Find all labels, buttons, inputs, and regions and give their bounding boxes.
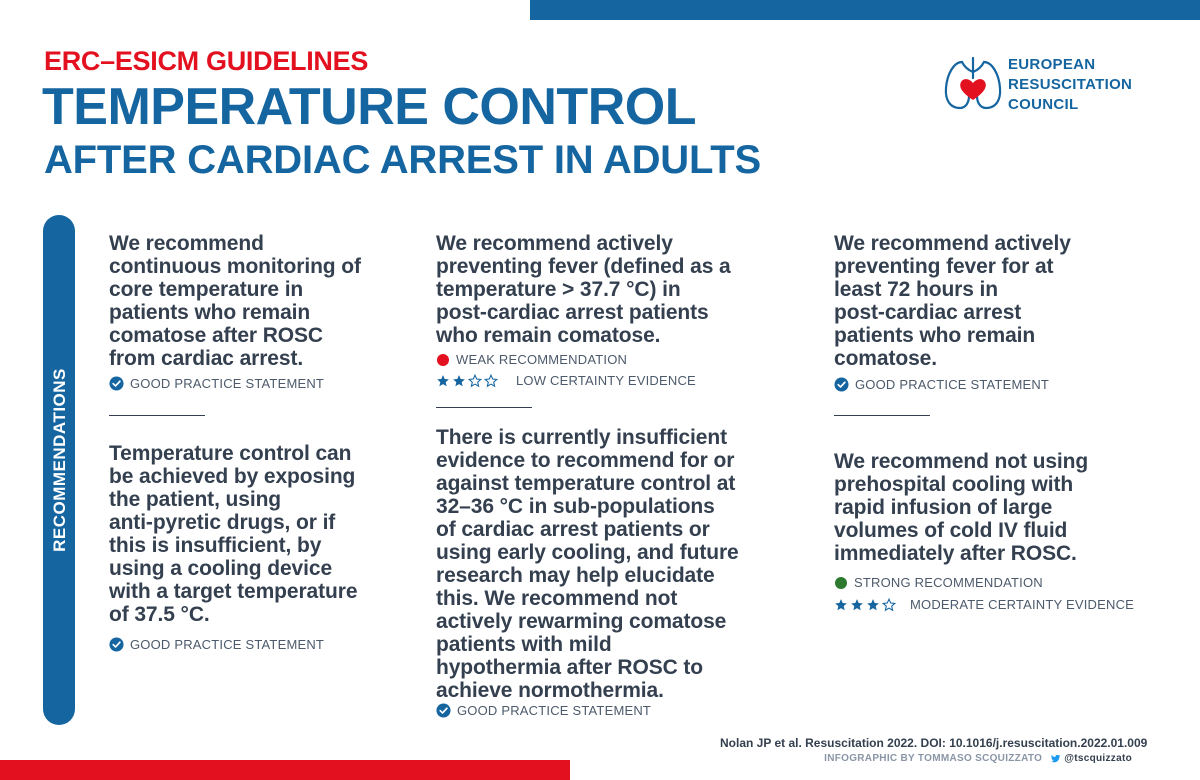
recommendation-text: We recommend continuous monitoring of core temperature in patients who remain comatose after ROSC from cardiac arrest.: [109, 232, 361, 370]
star-filled-icon: [866, 598, 880, 612]
star-filled-icon: [436, 374, 450, 388]
star-outline-icon: [468, 374, 482, 388]
good-practice-tag: GOOD PRACTICE STATEMENT: [436, 703, 651, 718]
star-filled-icon: [834, 598, 848, 612]
logo-line-3: COUNCIL: [1008, 96, 1079, 113]
logo-line-1: EUROPEAN: [1008, 56, 1096, 73]
star-filled-icon: [452, 374, 466, 388]
star-filled-icon: [850, 598, 864, 612]
good-practice-tag: GOOD PRACTICE STATEMENT: [109, 376, 324, 391]
sidebar-label: RECOMMENDATIONS: [50, 368, 69, 552]
top-accent-bar: [530, 0, 1200, 20]
evidence-certainty: LOW CERTAINTY EVIDENCE: [436, 373, 696, 388]
erc-logo: [942, 52, 1142, 116]
strong-recommendation-dot-icon: [835, 577, 847, 589]
verified-check-icon: [109, 376, 124, 391]
recommendation-text: Temperature control can be achieved by exposing the patient, using anti-pyretic drugs, or if this is insufficient, by using a cooling device with a target temperature of 37.5 °C.: [109, 442, 358, 626]
verified-check-icon: [109, 637, 124, 652]
divider: [109, 415, 205, 416]
divider: [436, 407, 532, 408]
logo-wordmark: [1008, 55, 1132, 115]
star-outline-icon: [484, 374, 498, 388]
citation: Nolan JP et al. Resuscitation 2022. DOI: 10.1016/j.resuscitation.2022.01.009: [720, 736, 1148, 750]
credit-text: INFOGRAPHIC BY TOMMASO SCQUIZZATO: [824, 753, 1043, 764]
page-subtitle: AFTER CARDIAC ARREST IN ADULTS: [44, 138, 761, 182]
recommendation-text: We recommend actively preventing fever (defined as a temperature > 37.7 °C) in post-cardiac arrest patients who remain comatose.: [436, 232, 731, 347]
infographic-credit: [790, 753, 1132, 764]
recommendation-strength: STRONG RECOMMENDATION: [834, 575, 1043, 590]
page-title: TEMPERATURE CONTROL: [42, 78, 696, 136]
recommendation-text: There is currently insufficient evidence to recommend for or against temperature control at 32–36 °C in sub-populations of cardiac arrest patients or using early cooling, and future research may help elucidate this. We recommend not actively rewarming comatose patients with mild hypothermia after ROSC to achieve normothermia.: [436, 426, 739, 702]
certainty-stars: [834, 598, 900, 612]
guidelines-kicker: ERC–ESICM GUIDELINES: [44, 46, 369, 76]
good-practice-tag: GOOD PRACTICE STATEMENT: [834, 377, 1049, 392]
star-outline-icon: [882, 598, 896, 612]
evidence-certainty: MODERATE CERTAINTY EVIDENCE: [834, 597, 1134, 612]
divider: [834, 415, 930, 416]
twitter-handle[interactable]: @tscquizzato: [1064, 753, 1132, 764]
recommendation-text: We recommend not using prehospital cooling with rapid infusion of large volumes of cold IV fluid immediately after ROSC.: [834, 450, 1089, 565]
weak-recommendation-dot-icon: [437, 354, 449, 366]
twitter-bird-icon: [1050, 753, 1061, 764]
good-practice-tag: GOOD PRACTICE STATEMENT: [109, 637, 324, 652]
logo-line-2: RESUSCITATION: [1008, 76, 1133, 93]
certainty-stars: [436, 374, 506, 388]
verified-check-icon: [834, 377, 849, 392]
recommendation-text: We recommend actively preventing fever for at least 72 hours in post-cardiac arrest patients who remain comatose.: [834, 232, 1071, 370]
lungs-heart-icon: [942, 52, 1004, 116]
verified-check-icon: [436, 703, 451, 718]
bottom-accent-bar: [0, 760, 570, 780]
recommendation-strength: WEAK RECOMMENDATION: [436, 352, 627, 367]
